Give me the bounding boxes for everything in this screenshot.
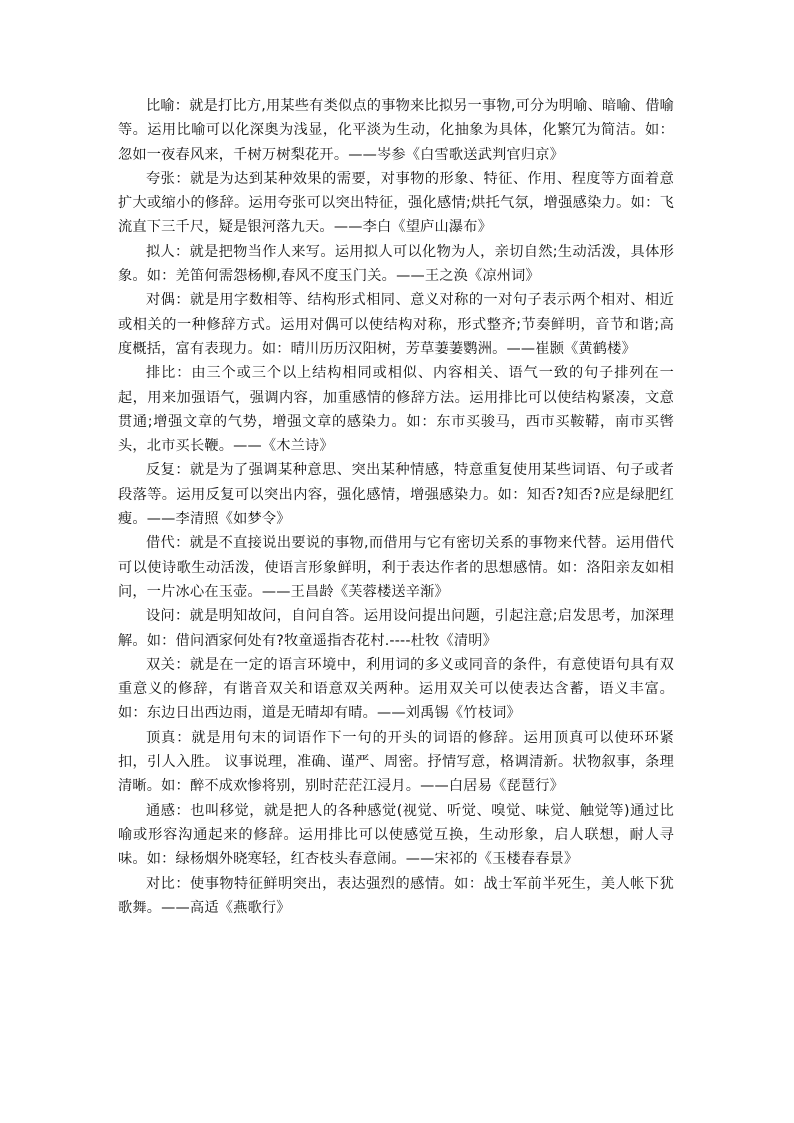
paragraph-hyperbole: 夸张：就是为达到某种效果的需要，对事物的形象、特征、作用、程度等方面着意扩大或缩小的修辞。运用夸张可以突出特征，强化感情;烘托气氛，增强感染力。如：飞流直下三千尺，疑是银河落九天。——李白《望庐山瀑布》 (118, 170, 674, 236)
paragraph-metonymy: 借代：就是不直接说出要说的事物,而借用与它有密切关系的事物来代替。运用借代可以使诗歌生动活泼，使语言形象鲜明，利于表达作者的思想感情。如：洛阳亲友如相问，一片冰心在玉壶。——王昌龄《芙蓉楼送辛渐》 (118, 535, 674, 600)
paragraph-synesthesia: 通感：也叫移觉，就是把人的各种感觉(视觉、听觉、嗅觉、味觉、触觉等)通过比喻或形容沟通起来的修辞。运用排比可以使感觉互换，生动形象，启人联想，耐人寻味。如：绿杨烟外晓寒轻，红杏枝头春意闹。——宋祁的《玉楼春春景》 (118, 802, 674, 868)
paragraph-anadiplosis: 顶真：就是用句末的词语作下一句的开头的词语的修辞。运用顶真可以使环环紧扣，引人入胜。 议事说理，准确、谨严、周密。抒情写意，格调清新。状物叙事，条理清晰。如：醉不成欢惨将别，别时茫茫江浸月。——白居易《琵琶行》 (118, 729, 674, 795)
paragraph-antithesis: 对偶：就是用字数相等、结构形式相同、意义对称的一对句子表示两个相对、相近或相关的一种修辞方式。运用对偶可以使结构对称，形式整齐;节奏鲜明，音节和谐;高度概括，富有表现力。如：晴川历历汉阳树，芳草萋萋鹦洲。——崔颢《黄鹤楼》 (118, 292, 674, 357)
paragraph-repetition: 反复：就是为了强调某种意思、突出某种情感，特意重复使用某些词语、句子或者段落等。运用反复可以突出内容，强化感情，增强感染力。如：知否?知否?应是绿肥红瘦。——李清照《如梦令》 (118, 462, 674, 528)
paragraph-parallelism: 排比：由三个或三个以上结构相同或相似、内容相关、语气一致的句子排列在一起，用来加强语气，强调内容，加重感情的修辞方法。运用排比可以使结构紧凑，文意贯通;增强文章的气势，增强文章的感染力。如：东市买骏马，西市买鞍鞯，南市买辔头，北市买长鞭。——《木兰诗》 (118, 365, 674, 455)
paragraph-rhetorical-question: 设问：就是明知故问，自问自答。运用设问提出问题，引起注意;启发思考，加深理解。如：借问酒家何处有?牧童遥指杏花村.----杜牧《清明》 (118, 608, 674, 649)
paragraph-contrast: 对比：使事物特征鲜明突出，表达强烈的感情。如：战士军前半死生，美人帐下犹歌舞。——高适《燕歌行》 (118, 875, 674, 916)
paragraph-metaphor: 比喻：就是打比方,用某些有类似点的事物来比拟另一事物,可分为明喻、暗喻、借喻等。运用比喻可以化深奥为浅显，化平淡为生动，化抽象为具体，化繁冗为简洁。如：忽如一夜春风来，千树万树梨花开。——岑参《白雪歌送武判官归京》 (118, 98, 674, 163)
document-body (118, 94, 674, 920)
paragraph-personification: 拟人：就是把物当作人来写。运用拟人可以化物为人，亲切自然;生动活泼，具体形象。如：羌笛何需怨杨柳,春风不度玉门关。——王之涣《凉州词》 (118, 243, 674, 285)
paragraph-pun: 双关：就是在一定的语言环境中，利用词的多义或同音的条件，有意使语句具有双重意义的修辞，有谐音双关和语意双关两种。运用双关可以使表达含蓄，语义丰富。如：东边日出西边雨，道是无晴却有晴。——刘禹锡《竹枝词》 (118, 656, 674, 722)
